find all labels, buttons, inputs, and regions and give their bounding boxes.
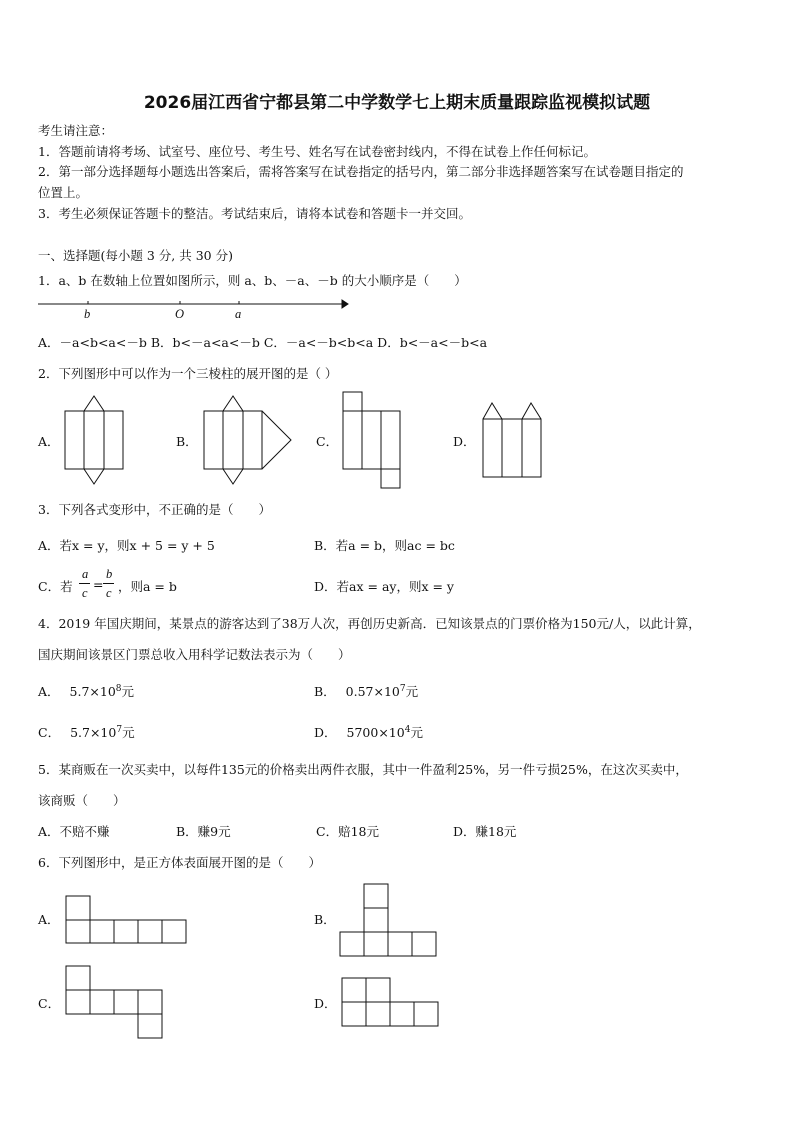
q4-c-value: $5.7\times 10^7$元 [70,724,135,740]
q3-option-c-prefix: C．若 [38,579,73,594]
q3-c-frac-bar-2 [103,583,114,584]
q6-label-a: A． [38,912,60,927]
q2-figure-c [341,390,411,490]
q4-b-value: $0.57\times 10^7$元 [345,683,419,699]
q6-figure-c [64,964,174,1049]
q6-figure-b [340,882,450,967]
q4-c-label: C． [38,725,61,740]
notice-item-1: 1．答题前请将考场、试室号、座位号、考生号、姓名写在试卷密封线内，不得在试卷上作任何标记。 [38,144,596,159]
q2-label-a: A． [38,434,60,449]
q6-stem: 6．下列图形中，是正方体表面展开图的是（ ） [38,855,321,870]
q4-option-b [314,682,418,700]
q4-stem-line-1: 4．2019 年国庆期间，某景点的游客达到了38万人次，再创历史新高．已知该景点的门票价格为150元/人，以此计算， [38,616,701,631]
q3-c-den-c1: c [82,586,88,600]
notice-item-2-cont: 位置上。 [38,185,89,200]
q3-c-num-a: a [82,567,89,581]
q1-stem: 1．a、b 在数轴上位置如图所示，则 a、b、－a、－b 的大小顺序是（ ） [38,273,467,288]
q4-option-a [38,682,134,700]
notice-item-3: 3．考生必须保证答题卡的整洁。考试结束后，请将本试卷和答题卡一并交回。 [38,206,471,221]
q6-figure-a [64,894,194,954]
q6-label-b: B． [314,912,336,927]
q3-c-num-b: b [106,567,113,581]
q3-option-b: B．若a = b，则ac = bc [314,538,455,553]
section-heading: 一、选择题(每小题 3 分, 共 30 分) [38,248,233,263]
q2-label-d: D． [453,434,476,449]
q4-option-c [38,723,135,741]
notice-heading: 考生请注意： [38,123,114,138]
q6-label-d: D． [314,996,337,1011]
q5-stem-line-1: 5．某商贩在一次买卖中，以每件135元的价格卖出两件衣服，其中一件盈利25%，另一件亏损25%，在这次买卖中， [38,762,688,777]
axis-label-b: b [84,307,91,321]
q5-option-a: A．不赔不赚 [38,824,110,839]
q2-stem: 2．下列图形中可以作为一个三棱柱的展开图的是（ ） [38,366,338,381]
q5-option-c: C．赔18元 [316,824,379,839]
notice-item-2: 2．第一部分选择题每小题选出答案后，需将答案写在试卷指定的括号内，第二部分非选择题答案写在试卷题目指定的 [38,164,684,179]
axis-label-o: O [175,307,185,321]
q5-stem-line-2: 该商贩（ ） [38,793,126,808]
q1-options: A．－a<b<a<－b B．b<－a<a<－b C．－a<－b<b<a D．b<－a<－b<a [38,335,488,350]
q3-c-equals: = [93,577,104,592]
q5-option-d: D．赚18元 [453,824,517,839]
q2-figure-d [480,400,550,490]
arrow-head [342,300,348,308]
q6-label-c: C． [38,996,61,1011]
q4-a-value: $5.7\times 10^8$元 [69,683,135,699]
q4-d-value: $5700\times 10^4$元 [346,724,423,740]
q3-c-den-c2: c [106,586,112,600]
q4-a-label: A． [38,684,60,699]
q3-option-d: D．若ax = ay，则x = y [314,579,454,594]
q2-figure-b [201,393,301,483]
q4-b-label: B． [314,684,336,699]
q2-figure-a [62,393,132,483]
q2-label-c: C． [316,434,339,449]
q5-option-b: B．赚9元 [176,824,231,839]
q3-option-a: A．若x = y，则x + 5 = y + 5 [38,538,215,553]
q3-option-c-suffix: ，则a = b [118,579,177,594]
axis-label-a: a [235,307,242,321]
q4-stem-line-2: 国庆期间该景区门票总收入用科学记数法表示为（ ） [38,647,351,662]
q4-d-label: D． [314,725,337,740]
page-title: 2026届江西省宁都县第二中学数学七上期末质量跟踪监视模拟试题 [143,93,651,113]
q3-stem: 3．下列各式变形中，不正确的是（ ） [38,502,271,517]
q3-c-frac-bar-1 [79,583,90,584]
q4-option-d [314,723,423,741]
q2-label-b: B． [176,434,198,449]
q6-figure-d [340,976,450,1036]
